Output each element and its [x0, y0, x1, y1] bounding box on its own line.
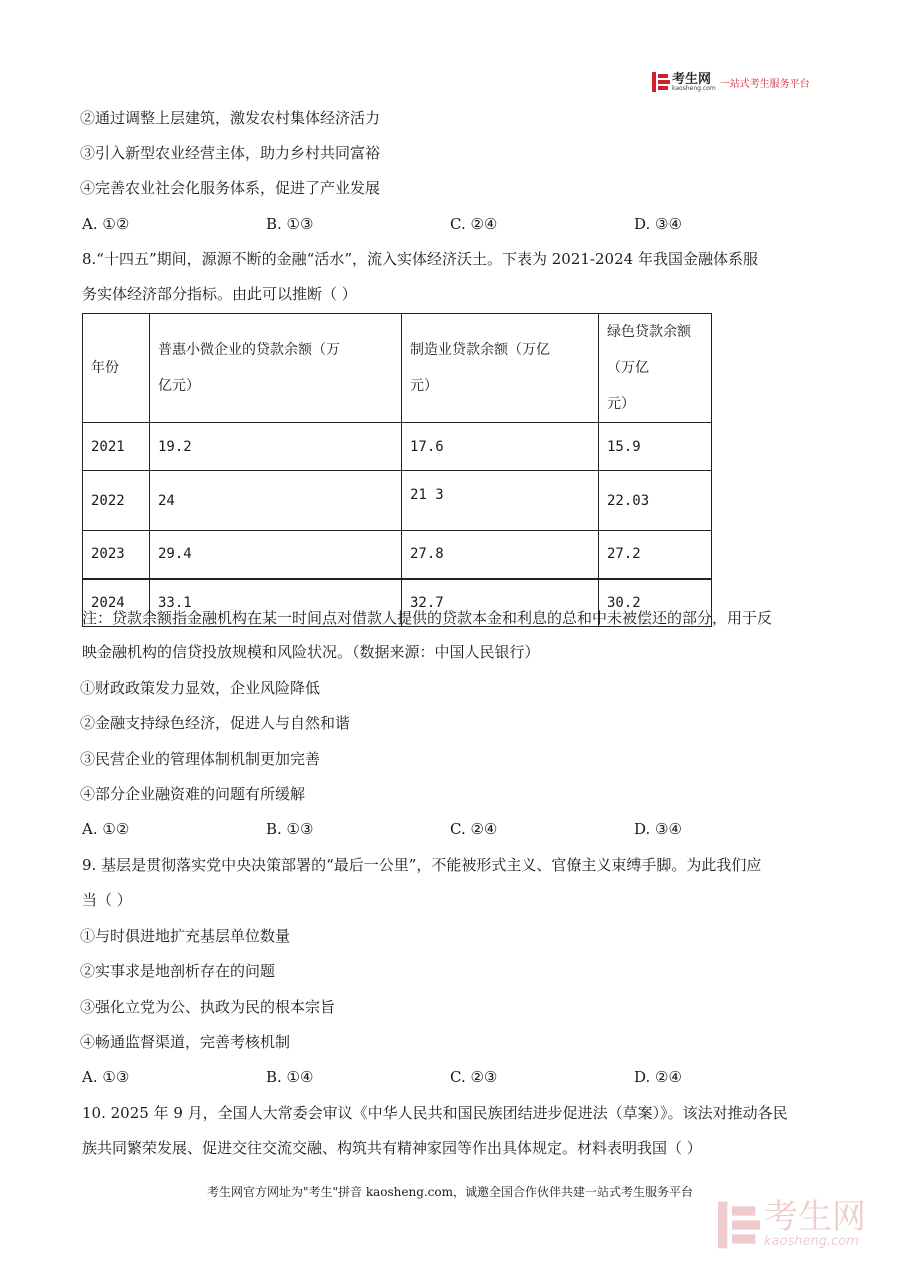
cell-micro-loan: 33.1	[150, 579, 402, 627]
cell-green-loan: 27.2	[599, 531, 712, 579]
cell-manufacturing-loan: 32.7	[402, 579, 599, 627]
cell-manufacturing-loan-value: 21 3	[410, 486, 444, 503]
q10-stem-line-2: 族共同繁荣发展、促进交往交流交融、构筑共有精神家园等作出具体规定。材料表明我国（ ）	[82, 1139, 702, 1157]
cell-micro-loan: 29.4	[150, 531, 402, 579]
cell-micro-loan: 19.2	[150, 423, 402, 471]
cell-year: 2022	[83, 471, 150, 531]
q8-statement-3: ③民营企业的管理体制机制更加完善	[80, 750, 321, 768]
table-row	[83, 471, 712, 531]
cell-manufacturing-loan	[402, 471, 599, 531]
header-col-b-line-2: 元）	[410, 378, 438, 394]
loan-data-table	[82, 313, 712, 627]
q7-statement-3: ③引入新型农业经营主体，助力乡村共同富裕	[80, 144, 381, 162]
q9-option-d: D. ②④	[634, 1068, 682, 1086]
q8-option-b: B. ①③	[266, 820, 314, 838]
q7-statement-4: ④完善农业社会化服务体系，促进了产业发展	[80, 179, 381, 197]
q9-stem-line-2: 当（ ）	[82, 891, 132, 909]
logo-text	[672, 73, 716, 92]
q8-note-line-2: 映金融机构的信贷投放规模和风险状况。（数据来源：中国人民银行）	[82, 643, 540, 661]
header-logo	[652, 72, 810, 92]
q9-statement-1: ①与时俱进地扩充基层单位数量	[80, 927, 291, 945]
q8-option-d: D. ③④	[634, 820, 682, 838]
q9-statement-3: ③强化立党为公、执政为民的根本宗旨	[80, 998, 336, 1016]
cell-manufacturing-loan: 17.6	[402, 423, 599, 471]
table-row	[83, 423, 712, 471]
q7-option-b: B. ①③	[266, 215, 314, 233]
header-col-b-line-1: 制造业贷款余额（万亿	[410, 342, 550, 358]
q9-stem-line-1: 9. 基层是贯彻落实党中央决策部署的“最后一公里”，不能被形式主义、官僚主义束缚手脚。为此我们应	[82, 856, 762, 874]
page-footer: 考生网官方网址为"考生"拼音 kaosheng.com，诚邀全国合作伙伴共建一站式考生服务平台	[206, 1185, 694, 1199]
header-col-a-line-1: 普惠小微企业的贷款余额（万	[158, 342, 340, 358]
kaosheng-logo-icon	[652, 72, 670, 92]
header-col-b	[402, 314, 599, 423]
header-col-c-line-1: 绿色贷款余额（万亿	[607, 324, 691, 376]
q9-option-c: C. ②③	[450, 1068, 498, 1086]
q7-option-a: A. ①②	[82, 215, 130, 233]
q9-statement-2: ②实事求是地剖析存在的问题	[80, 962, 276, 980]
header-col-c	[599, 314, 712, 423]
kaosheng-watermark-icon	[718, 1201, 760, 1249]
cell-green-loan: 30.2	[599, 579, 712, 627]
q8-statement-2: ②金融支持绿色经济，促进人与自然和谐	[80, 714, 351, 732]
logo-name: 考生网	[672, 71, 712, 87]
q8-statement-1: ①财政政策发力显效，企业风险降低	[80, 679, 321, 697]
header-col-a	[150, 314, 402, 423]
q7-option-d: D. ③④	[634, 215, 682, 233]
cell-manufacturing-loan: 27.8	[402, 531, 599, 579]
cell-micro-loan: 24	[150, 471, 402, 531]
logo-slogan: 一站式考生服务平台	[719, 78, 810, 90]
q9-option-a: A. ①③	[82, 1068, 130, 1086]
table-header-row	[83, 314, 712, 423]
table-row	[83, 531, 712, 579]
cell-year: 2021	[83, 423, 150, 471]
q8-stem-line-1: 8.“十四五”期间，源源不断的金融“活水”，流入实体经济沃土。下表为 2021-2024 年我国金融体系服	[82, 250, 758, 268]
cell-year: 2023	[83, 531, 150, 579]
q8-option-c: C. ②④	[450, 820, 498, 838]
header-col-a-line-2: 亿元）	[158, 378, 200, 394]
q7-statement-2: ②通过调整上层建筑，激发农村集体经济活力	[80, 109, 381, 127]
cell-green-loan: 22.03	[599, 471, 712, 531]
cell-year: 2024	[83, 579, 150, 627]
watermark-text	[764, 1197, 866, 1249]
logo-domain: kaosheng.com	[672, 84, 716, 92]
header-year: 年份	[83, 314, 150, 423]
q10-stem-line-1: 10. 2025 年 9 月，全国人大常委会审议《中华人民共和国民族团结进步促进法（草案）》。该法对推动各民	[82, 1104, 788, 1122]
q8-option-a: A. ①②	[82, 820, 130, 838]
q9-statement-4: ④畅通监督渠道，完善考核机制	[80, 1033, 291, 1051]
q8-note-line-1: 注：贷款余额指金融机构在某一时间点对借款人提供的贷款本金和利息的总和中未被偿还的部分，用于反	[82, 609, 773, 627]
header-col-c-line-2: 元）	[607, 396, 635, 412]
q7-option-c: C. ②④	[450, 215, 498, 233]
watermark-domain: kaosheng.com	[764, 1234, 859, 1249]
q8-stem-line-2: 务实体经济部分指标。由此可以推断（ ）	[82, 285, 357, 303]
q9-option-b: B. ①④	[266, 1068, 314, 1086]
watermark-name: 考生网	[764, 1197, 866, 1237]
cell-green-loan: 15.9	[599, 423, 712, 471]
q8-statement-4: ④部分企业融资难的问题有所缓解	[80, 785, 306, 803]
watermark	[718, 1197, 866, 1249]
